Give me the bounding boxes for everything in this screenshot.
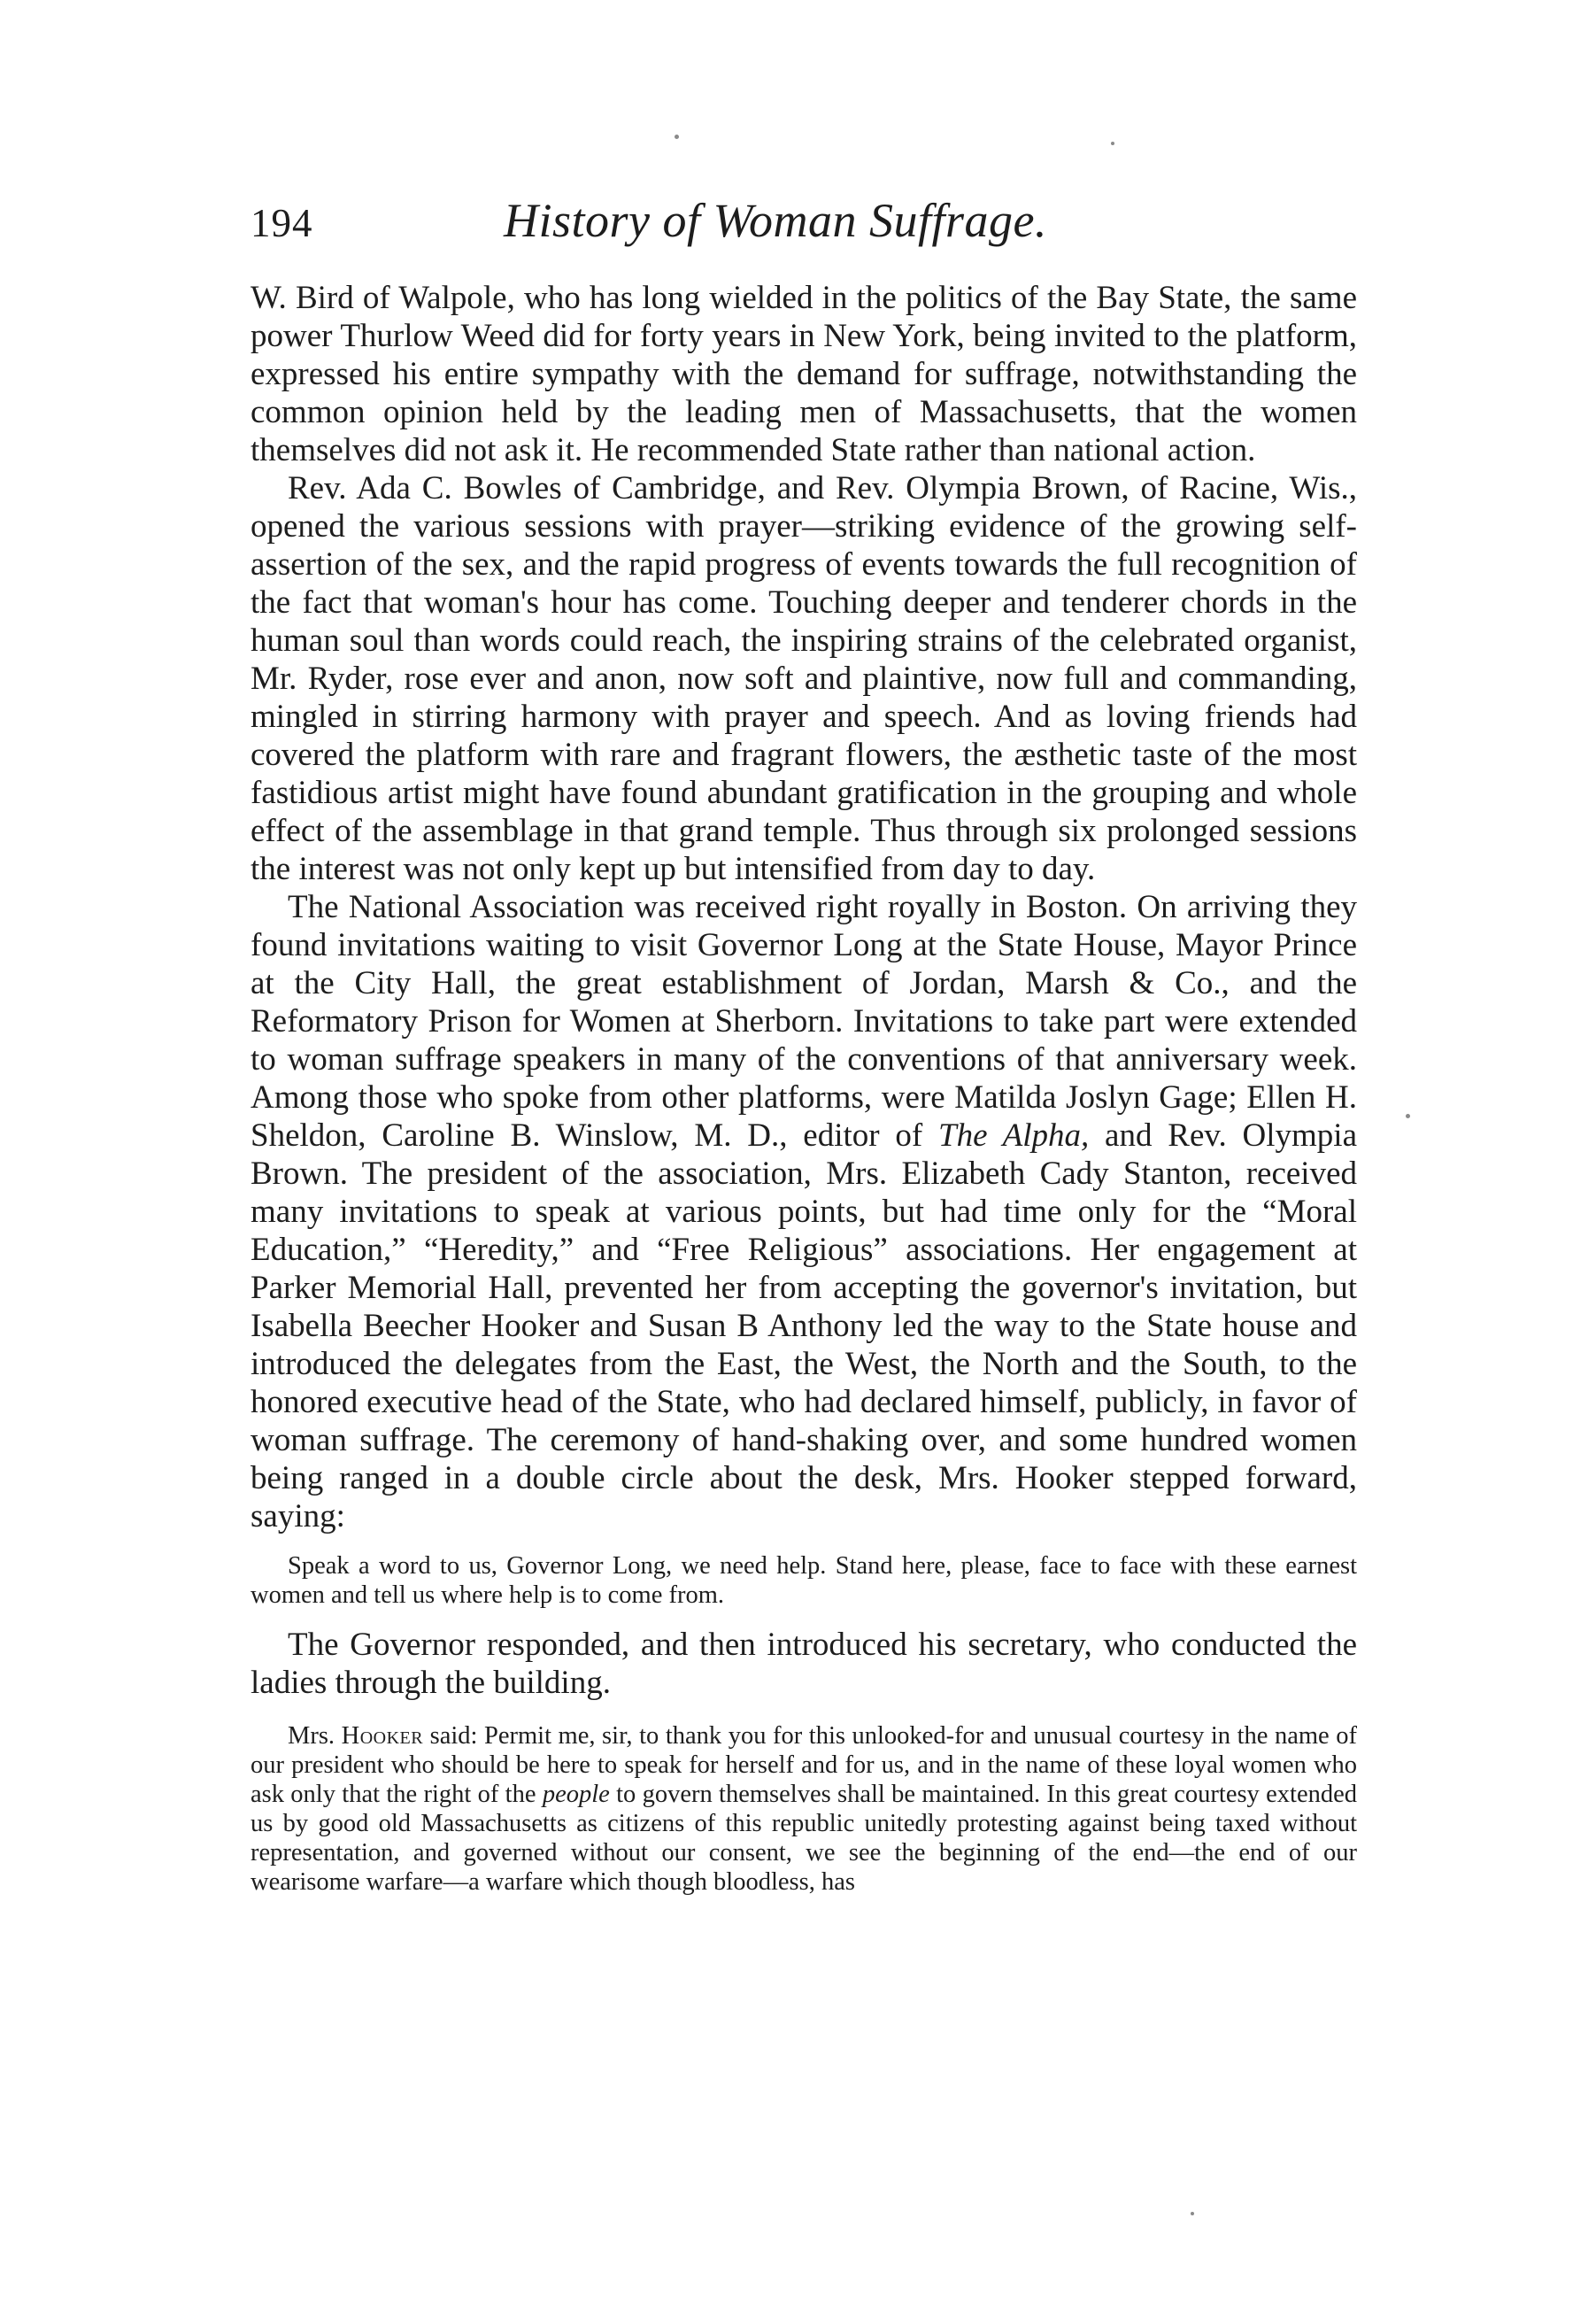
margin-speck — [1191, 2212, 1194, 2215]
margin-speck — [675, 135, 679, 139]
hooker-speech-prefix: Mrs. — [288, 1722, 342, 1750]
body-text — [251, 279, 1357, 1913]
running-title: History of Woman Suffrage. — [504, 194, 1048, 247]
margin-speck — [1111, 142, 1114, 145]
hooker-speech — [251, 1721, 1357, 1897]
hooker-quote-governor: Speak a word to us, Governor Long, we need help. Stand here, please, face to face with these earnest women and tell us where help is to come from. — [251, 1552, 1357, 1609]
page-number: 194 — [251, 201, 313, 245]
paragraph-bowles: Rev. Ada C. Bowles of Cambridge, and Rev. Olympia Brown, of Racine, Wis., opened the various sessions with prayer—striking evidence of the growing self-assertion of the sex, and the rapid progress of events towards the full recognition of the fact that woman's hour has come. Touching deeper and tenderer chords in the human soul than words could reach, the inspiring strains of the celebrated organist, Mr. Ryder, rose ever and anon, now soft and plaintive, now full and commanding, mingled in stirring harmony with prayer and speech. And as loving friends had covered the platform with rare and fragrant flowers, the æsthetic taste of the most fastidious artist might have found abundant gratification in the grouping and whole effect of the assemblage in that grand temple. Thus through six prolonged sessions the interest was not only kept up but intensified from day to day. — [251, 470, 1357, 887]
paragraph-governor-response: The Governor responded, and then introduced his secretary, who conducted the ladies through the building. — [251, 1627, 1357, 1701]
paragraph-national-association — [251, 888, 1357, 1535]
running-header — [251, 193, 1357, 255]
people-emphasis: people — [542, 1781, 610, 1808]
hooker-speech-text-cont: to govern themselves shall be maintained. In this great courtesy extended us by good old Massachusetts as citizens of this republic unitedly protesting against being taxed without representation, and governed without our consent, we see the beginning of the end—the end of our wearisome warfare—a warfare which though bloodless, has — [251, 1781, 1357, 1896]
hooker-speech-text: said: Permit me, sir, to thank you for this unlooked-for and unusual courtesy in the name of our president who should be here to speak for herself and for us, and in the name of these loyal women who ask only that the right of the — [251, 1722, 1357, 1808]
speaker-name: Hooker — [341, 1722, 424, 1750]
paragraph-bird: W. Bird of Walpole, who has long wielded in the politics of the Bay State, the same power Thurlow Weed did for forty years in New York, being invited to the platform, expressed his entire sympathy with the demand for suffrage, notwithstanding the common opinion held by the leading men of Massachusetts, that the women themselves did not ask it. He recommended State rather than national action. — [251, 280, 1357, 468]
alpha-title: The Alpha, — [938, 1117, 1090, 1154]
paragraph-national-association-text-cont: and Rev. Olympia Brown. The president of the association, Mrs. Elizabeth Cady Stanton, received many invitations to speak at various points, but had time only for the “Moral Education,” “Heredity,” and “Free Religious” associations. Her engagement at Parker Memorial Hall, prevented her from accepting the governor's invitation, but Isabella Beecher Hooker and Susan B Anthony led the way to the State house and introduced the delegates from the East, the West, the North and the South, to the honored executive head of the State, who had declared himself, publicly, in favor of woman suffrage. The ceremony of hand-shaking over, and some hundred women being ranged in a double circle about the desk, Mrs. Hooker stepped forward, saying: — [251, 1117, 1357, 1534]
paragraph-national-association-text: The National Association was received right royally in Boston. On arriving they found invitations waiting to visit Governor Long at the State House, Mayor Prince at the City Hall, the great establishment of Jordan, Marsh & Co., and the Reformatory Prison for Women at Sherborn. Invitations to take part were extended to woman suffrage speakers in many of the conventions of that anniversary week. Among those who spoke from other platforms, were Matilda Joslyn Gage; Ellen H. Sheldon, Caroline B. Winslow, M. D., editor of — [251, 889, 1357, 1154]
margin-speck — [1406, 1114, 1410, 1118]
